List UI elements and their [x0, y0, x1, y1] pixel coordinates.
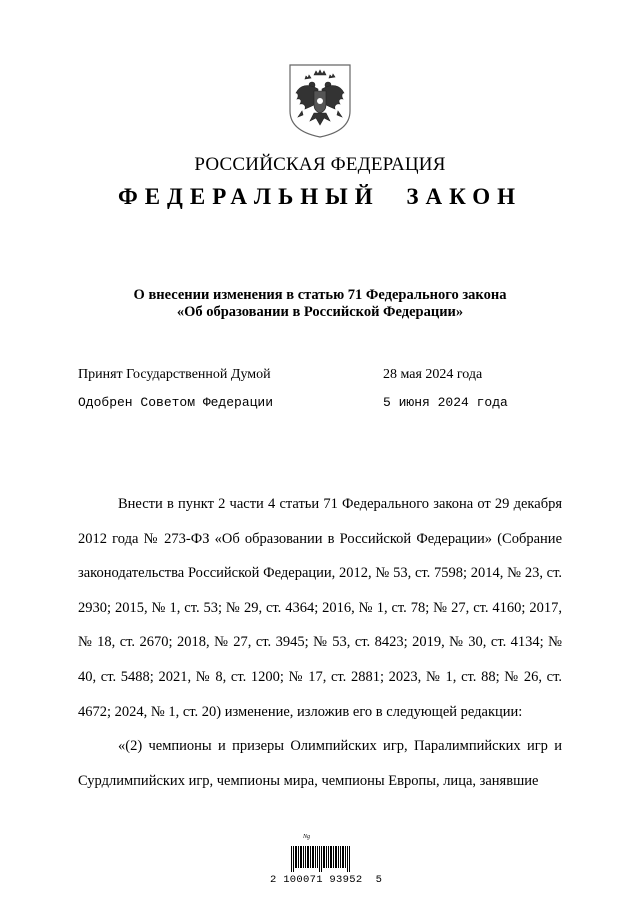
registry-initials: Ng [303, 834, 311, 840]
law-body [78, 487, 562, 798]
law-title [0, 287, 640, 321]
law-title-line-2: «Об образовании в Российской Федерации» [176, 304, 464, 320]
duma-adoption-date: 28 мая 2024 года [383, 367, 483, 382]
duma-adoption-label: Принят Государственной Думой [78, 367, 271, 382]
council-approval-date: 5 июня 2024 года [383, 395, 508, 410]
country-name: РОССИЙСКАЯ ФЕДЕРАЦИЯ [194, 154, 446, 175]
document-type: ФЕДЕРАЛЬНЫЙ ЗАКОН [117, 184, 523, 209]
barcode [291, 846, 351, 872]
coat-of-arms-icon [288, 63, 352, 139]
emblem [288, 63, 352, 139]
body-paragraph-2: «(2) чемпионы и призеры Олимпийских игр, Паралимпийских игр и Сурдлимпийских игр, чемпионы мира, чемпионы Европы, лица, занявшие [78, 738, 562, 789]
law-title-line-1: О внесении изменения в статью 71 Федерального закона [133, 287, 507, 303]
council-approval-label: Одобрен Советом Федерации [78, 395, 274, 410]
body-paragraph-1: Внести в пункт 2 части 4 статьи 71 Федерального закона от 29 декабря 2012 года № 273-ФЗ «Об образовании в Российской Федерации» (Собрание законодательства Российской Федерации, 2012, № 53, ст. 7598; 2014, № 23, ст. 2930; 2015, № 1, ст. 53; № 29, ст. 4364; 2016, № 1, ст. 78; № 27, ст. 4160; 2017, № 18, ст. 2670; 2018, № 27, ст. 3945; № 53, ст. 8423; 2019, № 30, ст. 4134; № 40, ст. 5488; 2021, № 8, ст. 1200; № 17, ст. 2881; 2023, № 1, ст. 88; № 26, ст. 4672; 2024, № 1, ст. 20) изменение, изложив его в следующей редакции: [78, 496, 562, 720]
barcode-number: 2 100071 93952 5 [270, 874, 383, 886]
